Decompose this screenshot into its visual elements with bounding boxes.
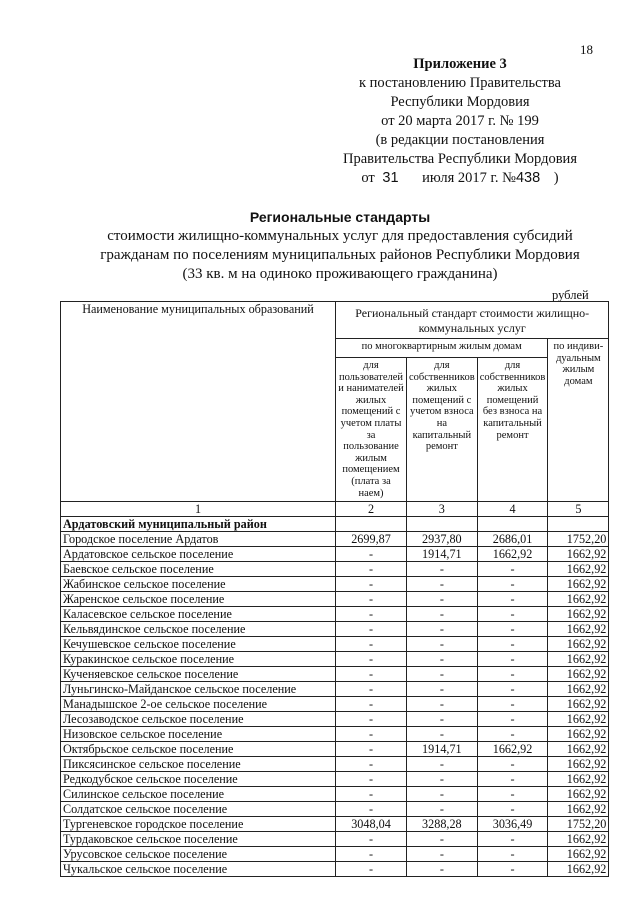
value-users: - [336,622,407,637]
table-row [61,607,609,622]
value-owners-with-fee: - [407,637,478,652]
value-owners-with-fee: - [407,592,478,607]
district-name: Ардатовский муниципальный район [61,517,336,532]
table-row [61,652,609,667]
value-users: - [336,697,407,712]
table-row [61,682,609,697]
settlement-name: Пиксясинское сельское поселение [61,757,336,772]
value-individual: 1662,92 [548,562,609,577]
header-users: для пользователей и нанимателей жилых помещений с учетом платы за пользование жилым помещением (плата за наем) [336,358,407,502]
settlement-name: Куракинское сельское поселение [61,652,336,667]
table-row [61,577,609,592]
value-individual: 1662,92 [548,652,609,667]
settlement-name: Каласевское сельское поселение [61,607,336,622]
value-individual: 1662,92 [548,637,609,652]
district-row [61,517,609,532]
value-users: - [336,577,407,592]
value-individual: 1662,92 [548,667,609,682]
value-owners-without-fee: - [477,607,548,622]
value-individual: 1662,92 [548,772,609,787]
value-users: - [336,727,407,742]
value-individual: 1662,92 [548,607,609,622]
value-owners-without-fee: - [477,637,548,652]
value-users: - [336,847,407,862]
value-owners-with-fee: - [407,772,478,787]
table-row [61,712,609,727]
settlement-name: Луньгинско-Майданское сельское поселение [61,682,336,697]
settlement-name: Кечушевское сельское поселение [61,637,336,652]
value-owners-with-fee: - [407,577,478,592]
value-users: - [336,832,407,847]
value-owners-without-fee: - [477,862,548,877]
header-apartment: по многоквартирным жилым домам [336,339,548,358]
appendix-last-mid: июля 2017 г. № [422,170,516,186]
value-owners-with-fee: - [407,862,478,877]
value-owners-with-fee: 2937,80 [407,532,478,547]
value-owners-with-fee: - [407,727,478,742]
value-owners-with-fee: - [407,652,478,667]
value-owners-with-fee: - [407,697,478,712]
value-users: - [336,652,407,667]
empty-cell [548,517,609,532]
settlement-name: Кученяевское сельское поселение [61,667,336,682]
value-owners-without-fee: - [477,832,548,847]
standards-table [60,301,609,877]
settlement-name: Баевское сельское поселение [61,562,336,577]
table-row [61,727,609,742]
value-individual: 1662,92 [548,697,609,712]
settlement-name: Солдатское сельское поселение [61,802,336,817]
value-owners-without-fee: - [477,562,548,577]
table-row [61,787,609,802]
table-row [61,802,609,817]
value-individual: 1662,92 [548,592,609,607]
column-number: 5 [548,502,609,517]
settlement-name: Жабинское сельское поселение [61,577,336,592]
document-title: Региональные стандарты [249,209,431,225]
empty-cell [407,517,478,532]
value-owners-without-fee: - [477,622,548,637]
value-users: - [336,682,407,697]
value-individual: 1662,92 [548,682,609,697]
value-owners-with-fee: - [407,787,478,802]
value-owners-without-fee: - [477,697,548,712]
settlement-name: Октябрьское сельское поселение [61,742,336,757]
value-individual: 1662,92 [548,742,609,757]
document-subtitle: стоимости жилищно-коммунальных услуг для предоставления субсидий [107,228,573,244]
value-users: - [336,787,407,802]
appendix-line: к постановлению Правительства [359,75,561,91]
value-users: - [336,562,407,577]
settlement-name: Тургеневское городское поселение [61,817,336,832]
value-owners-without-fee: - [477,787,548,802]
appendix-line: (в редакции постановления [375,132,545,148]
value-owners-with-fee: - [407,682,478,697]
table-row [61,817,609,832]
value-users: - [336,802,407,817]
appendix-last-suffix: ) [553,170,559,186]
value-owners-with-fee: - [407,712,478,727]
value-owners-without-fee: - [477,847,548,862]
value-owners-without-fee: - [477,652,548,667]
value-owners-with-fee: - [407,847,478,862]
header-owners-with-fee: для собственников жилых помещений с учетом взноса на капитальный ремонт [407,358,478,502]
page-number: 18 [580,42,593,57]
settlement-name: Низовское сельское поселение [61,727,336,742]
table-row [61,667,609,682]
value-users: - [336,637,407,652]
value-owners-without-fee: - [477,577,548,592]
value-owners-with-fee: - [407,802,478,817]
value-owners-without-fee: - [477,772,548,787]
table-row [61,532,609,547]
currency-unit: рублей [552,288,589,302]
settlement-name: Лесозаводское сельское поселение [61,712,336,727]
value-individual: 1662,92 [548,802,609,817]
value-individual: 1662,92 [548,787,609,802]
header-standard: Региональный стандарт стоимости жилищно-коммунальных услуг [336,302,609,339]
settlement-name: Манадышское 2-ое сельское поселение [61,697,336,712]
settlement-name: Городское поселение Ардатов [61,532,336,547]
value-individual: 1662,92 [548,727,609,742]
table-row [61,637,609,652]
value-owners-without-fee: 1662,92 [477,547,548,562]
value-individual: 1662,92 [548,862,609,877]
value-owners-with-fee: 1914,71 [407,547,478,562]
table-row [61,757,609,772]
appendix-title: Приложение 3 [413,56,507,72]
appendix-last-line [330,169,590,188]
table-row [61,772,609,787]
value-users: - [336,667,407,682]
value-owners-with-fee: 3288,28 [407,817,478,832]
value-individual: 1662,92 [548,847,609,862]
value-owners-without-fee: - [477,757,548,772]
value-owners-with-fee: - [407,622,478,637]
value-owners-with-fee: - [407,667,478,682]
appendix-block [330,55,590,188]
value-owners-with-fee: - [407,757,478,772]
value-users: - [336,772,407,787]
table-row [61,847,609,862]
settlement-name: Редкодубское сельское поселение [61,772,336,787]
value-owners-without-fee: - [477,727,548,742]
settlement-name: Урусовское сельское поселение [61,847,336,862]
value-owners-without-fee: 3036,49 [477,817,548,832]
table-row [61,832,609,847]
header-individual: по индиви-дуальным жилым домам [548,339,609,502]
settlement-name: Силинское сельское поселение [61,787,336,802]
value-owners-without-fee: - [477,667,548,682]
column-number: 3 [407,502,478,517]
value-individual: 1662,92 [548,577,609,592]
value-individual: 1662,92 [548,547,609,562]
value-users: 3048,04 [336,817,407,832]
value-owners-without-fee: - [477,682,548,697]
document-heading [60,208,620,284]
header-name: Наименование муниципальных образований [61,302,336,502]
value-owners-without-fee: 2686,01 [477,532,548,547]
value-owners-with-fee: - [407,607,478,622]
appendix-line: Республики Мордовия [390,94,530,110]
appendix-line: Правительства Республики Мордовия [343,151,577,167]
table-row [61,742,609,757]
appendix-last-prefix: от [361,170,375,186]
column-number: 1 [61,502,336,517]
table-row [61,562,609,577]
value-individual: 1662,92 [548,757,609,772]
appendix-last-day: 31 [382,170,399,186]
document-subtitle: (33 кв. м на одиноко проживающего гражданина) [182,266,498,282]
value-owners-without-fee: - [477,592,548,607]
value-users: - [336,592,407,607]
value-users: 2699,87 [336,532,407,547]
settlement-name: Ардатовское сельское поселение [61,547,336,562]
value-individual: 1752,20 [548,532,609,547]
value-owners-without-fee: - [477,712,548,727]
value-individual: 1752,20 [548,817,609,832]
value-users: - [336,862,407,877]
value-owners-without-fee: 1662,92 [477,742,548,757]
value-owners-with-fee: 1914,71 [407,742,478,757]
value-users: - [336,712,407,727]
value-users: - [336,547,407,562]
table-row [61,592,609,607]
table-row [61,622,609,637]
settlement-name: Турдаковское сельское поселение [61,832,336,847]
document-subtitle: гражданам по поселениям муниципальных районов Республики Мордовия [100,247,580,263]
table-row [61,697,609,712]
appendix-last-number: 438 [515,170,541,186]
header-owners-without-fee: для собственников жилых помещений без взноса на капитальный ремонт [477,358,548,502]
empty-cell [477,517,548,532]
value-owners-with-fee: - [407,562,478,577]
appendix-line: от 20 марта 2017 г. № 199 [381,113,539,129]
settlement-name: Кельвядинское сельское поселение [61,622,336,637]
value-owners-with-fee: - [407,832,478,847]
value-users: - [336,742,407,757]
value-users: - [336,607,407,622]
empty-cell [336,517,407,532]
value-users: - [336,757,407,772]
column-number: 2 [336,502,407,517]
value-owners-without-fee: - [477,802,548,817]
value-individual: 1662,92 [548,832,609,847]
value-individual: 1662,92 [548,712,609,727]
value-individual: 1662,92 [548,622,609,637]
settlement-name: Чукальское сельское поселение [61,862,336,877]
table-row [61,547,609,562]
column-number: 4 [477,502,548,517]
settlement-name: Жаренское сельское поселение [61,592,336,607]
table-row [61,862,609,877]
